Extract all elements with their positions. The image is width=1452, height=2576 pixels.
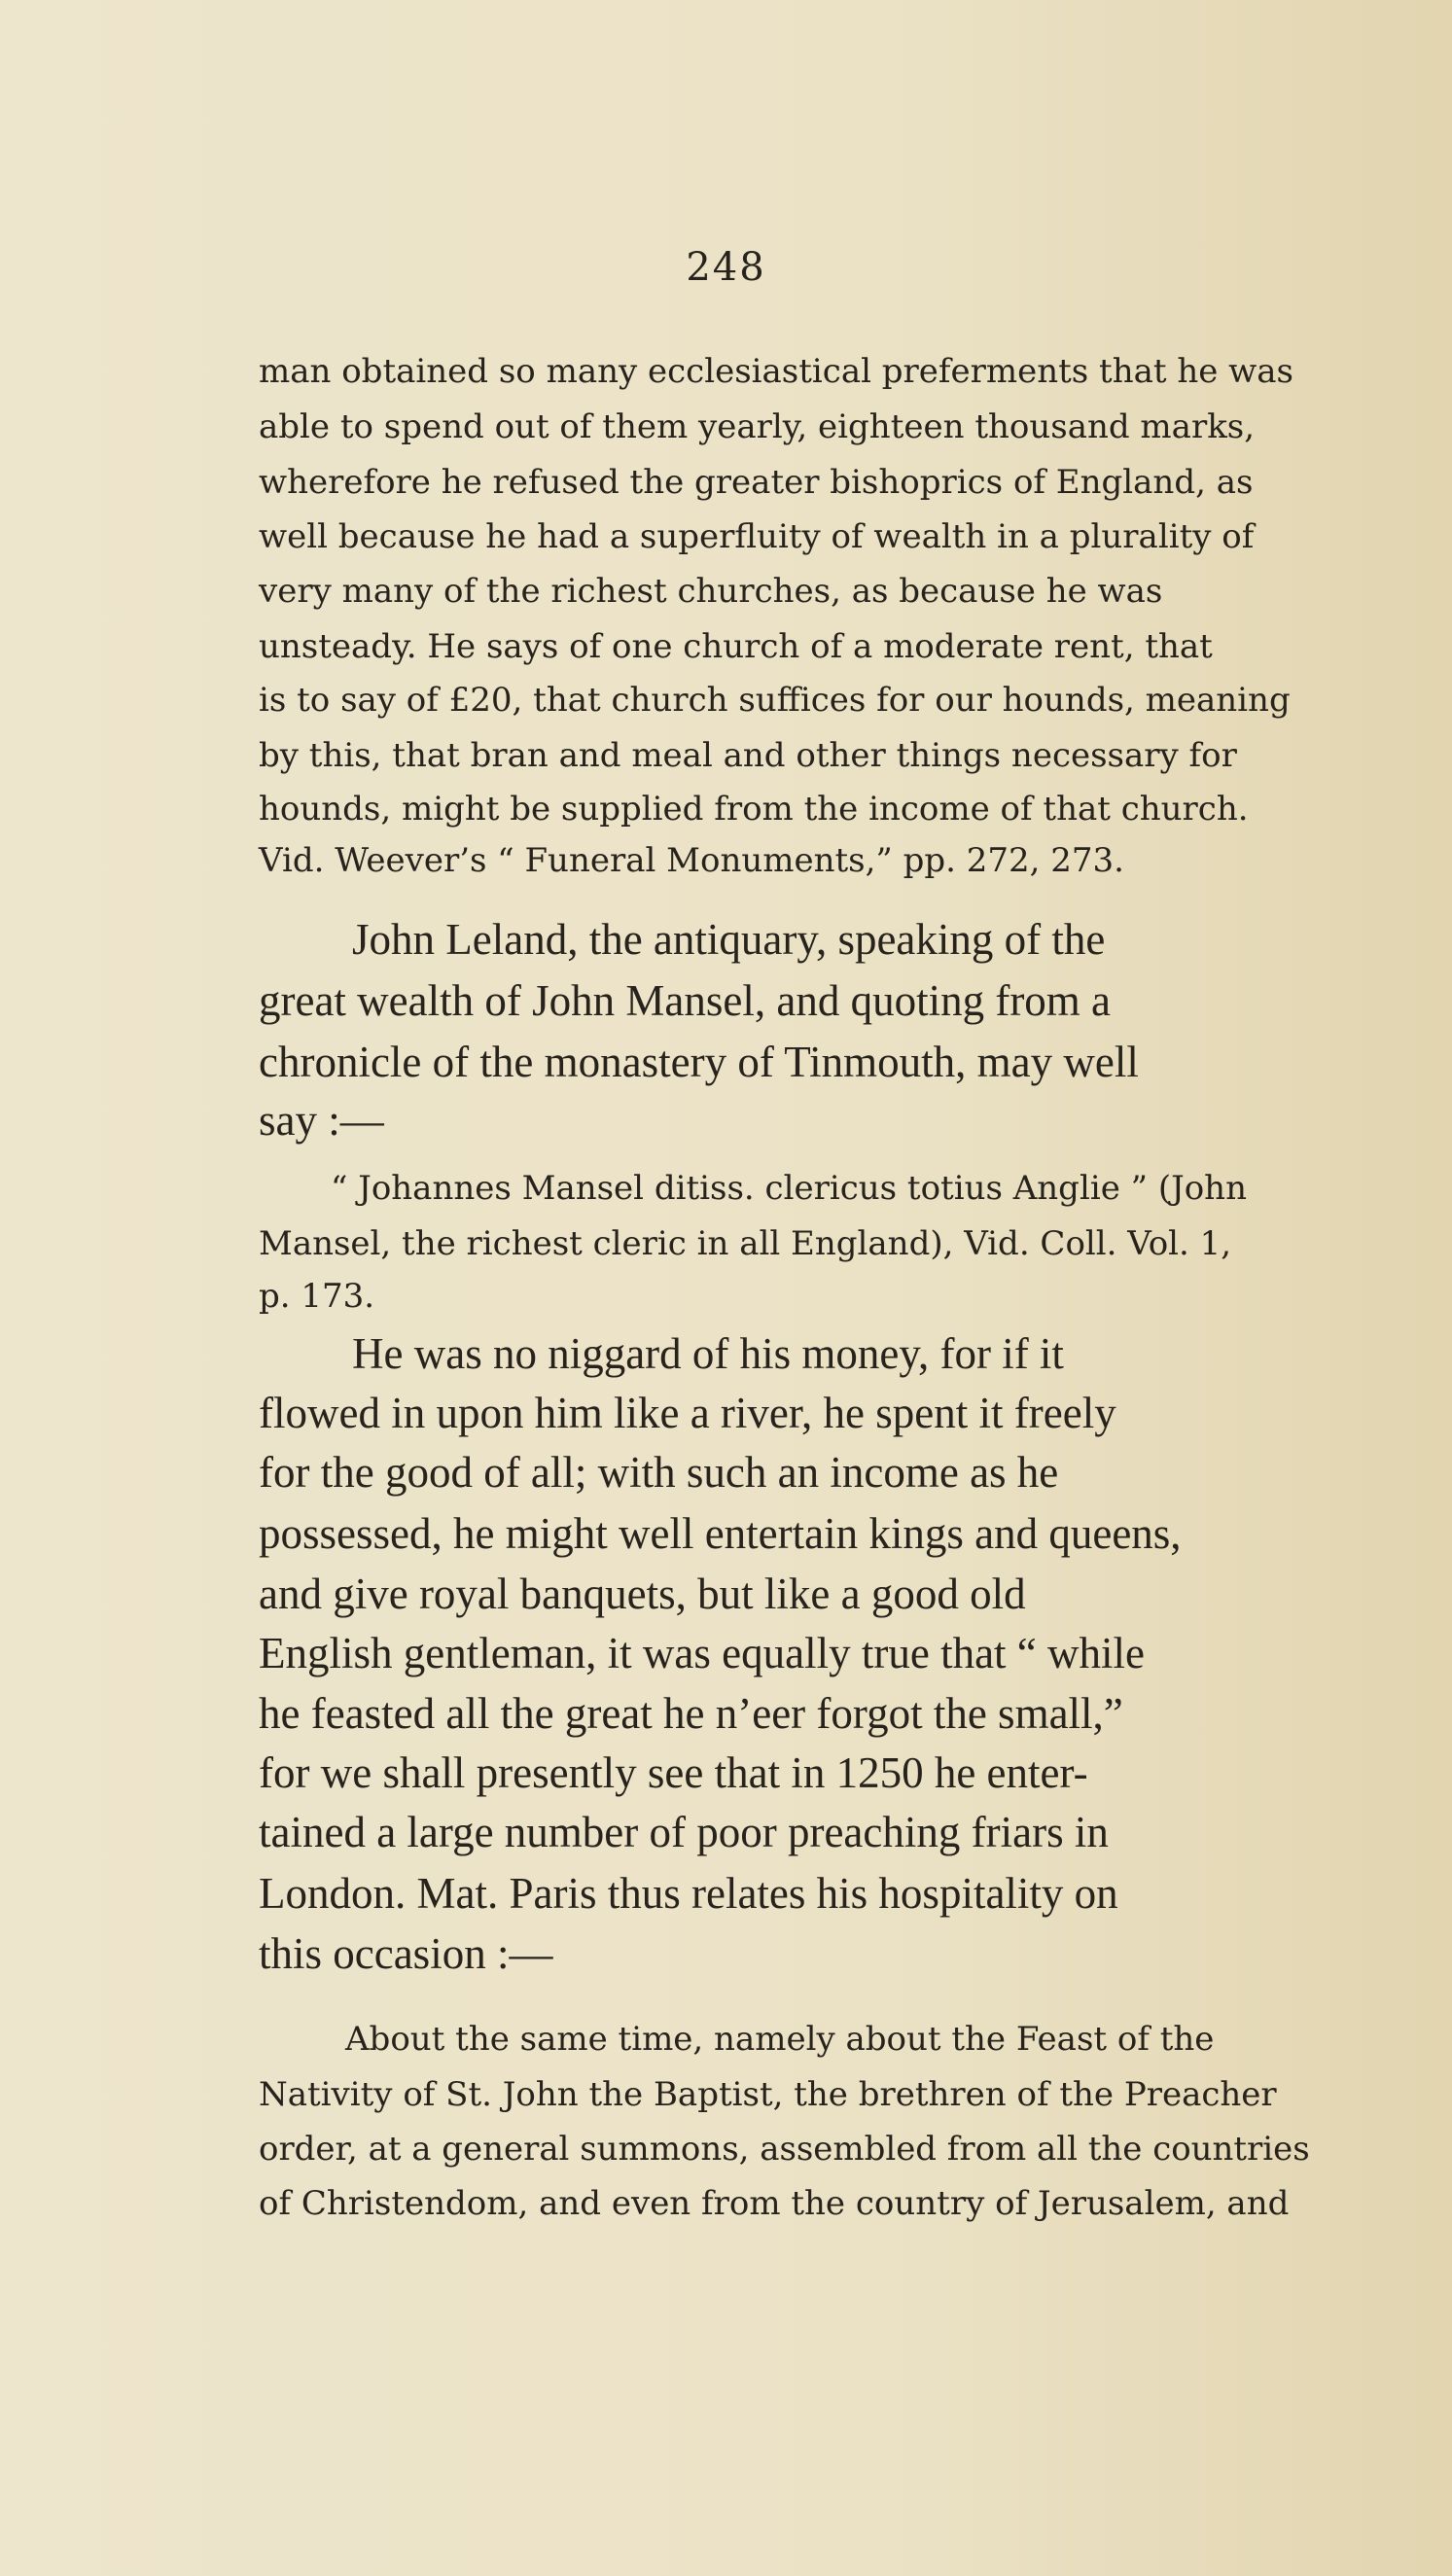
text-line: this occasion :—	[259, 1929, 553, 1978]
text-line: “ Johannes Mansel ditiss. clericus totius Anglie ” (John	[331, 1169, 1247, 1208]
text-line: London. Mat. Paris thus relates his hospitality on	[259, 1869, 1118, 1918]
page-number: 248	[686, 245, 766, 290]
text-line: wherefore he refused the greater bishoprics of England, as	[259, 463, 1254, 502]
text-line: Nativity of St. John the Baptist, the brethren of the Preacher	[259, 2075, 1277, 2114]
text-line: John Leland, the antiquary, speaking of the	[352, 915, 1106, 964]
text-line: well because he had a superfluity of wealth in a plurality of	[259, 517, 1255, 556]
text-line: great wealth of John Mansel, and quoting from a	[259, 976, 1112, 1025]
text-line: p. 173.	[259, 1277, 375, 1316]
text-line: very many of the richest churches, as because he was	[259, 572, 1163, 611]
text-line: tained a large number of poor preaching friars in	[259, 1808, 1109, 1856]
text-line: is to say of £20, that church suffices for our hounds, meaning	[259, 681, 1291, 720]
text-line: hounds, might be supplied from the income of that church.	[259, 790, 1249, 829]
text-line: of Christendom, and even from the country of Jerusalem, and	[259, 2184, 1290, 2223]
text-line: Mansel, the richest cleric in all England), Vid. Coll. Vol. 1,	[259, 1224, 1232, 1263]
text-line: able to spend out of them yearly, eighteen thousand marks,	[259, 407, 1256, 446]
text-line: flowed in upon him like a river, he spent it freely	[259, 1389, 1116, 1437]
text-line: he feasted all the great he n’eer forgot the small,”	[259, 1689, 1123, 1738]
text-line: Vid. Weever’s “ Funeral Monuments,” pp. 272, 273.	[259, 841, 1124, 880]
text-line: chronicle of the monastery of Tinmouth, may well	[259, 1038, 1139, 1086]
text-line: possessed, he might well entertain kings and queens,	[259, 1509, 1182, 1558]
text-line: He was no niggard of his money, for if it	[352, 1329, 1064, 1378]
text-line: by this, that bran and meal and other things necessary for	[259, 736, 1237, 775]
text-line: About the same time, namely about the Feast of the	[345, 2020, 1215, 2059]
text-line: English gentleman, it was equally true that “ while	[259, 1629, 1146, 1677]
text-line: order, at a general summons, assembled from all the countries	[259, 2130, 1310, 2169]
text-line: unsteady. He says of one church of a moderate rent, that	[259, 627, 1213, 666]
text-line: for we shall presently see that in 1250 he enter-	[259, 1748, 1088, 1797]
text-line: man obtained so many ecclesiastical preferments that he was	[259, 352, 1293, 391]
text-line: for the good of all; with such an income as he	[259, 1448, 1059, 1497]
text-line: say :—	[259, 1096, 384, 1145]
text-line: and give royal banquets, but like a good old	[259, 1570, 1026, 1618]
